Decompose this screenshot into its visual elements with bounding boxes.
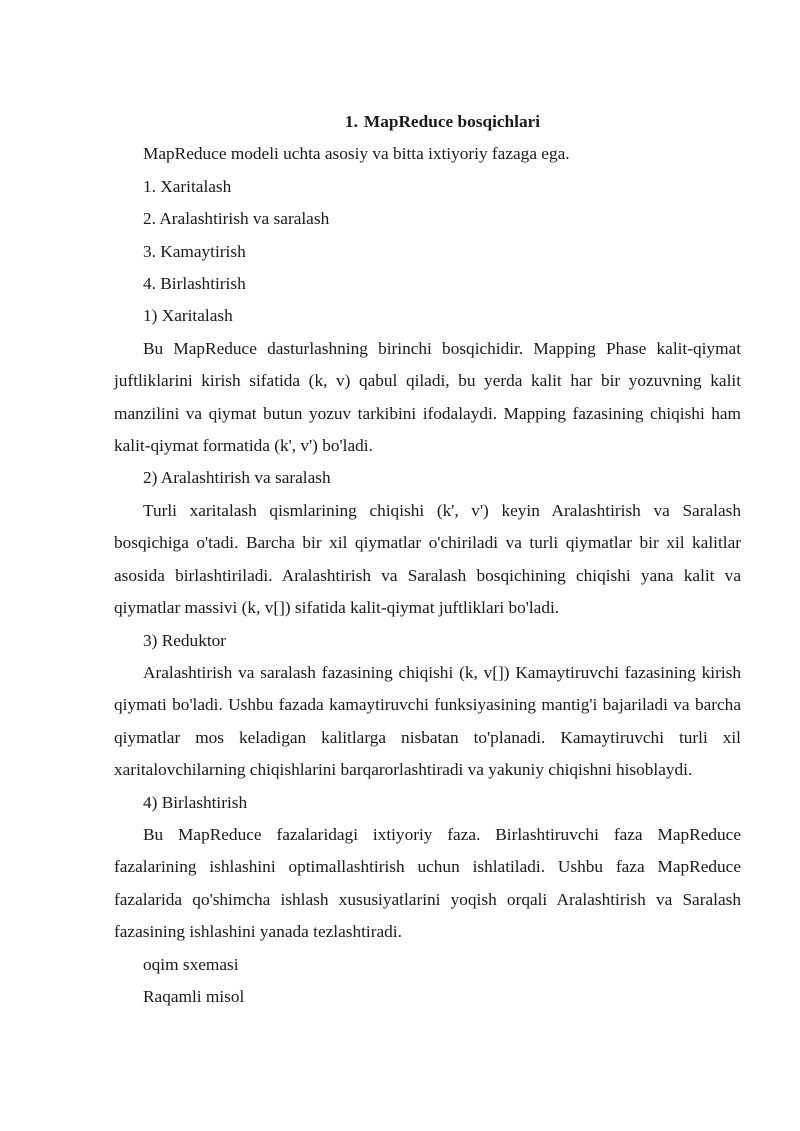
subheading-reduktor: 3) Reduktor: [143, 630, 227, 650]
subheading-xaritalash: 1) Xaritalash: [143, 306, 233, 326]
paragraph-aralashtirish: Turli xaritalash qismlarining chiqishi (k', v') keyin Aralashtirish va Saralash bosqichiga o'tadi. Barcha bir xil qiymatlar o'chiriladi va turli qiymatlar bir xil kalitlar asosida birlashtiriladi. Aralashtirish va Saralash bosqichining chiqishi yana kalit va qiymatlar massivi (k, v[]) sifatida kalit-qiymat juftliklari bo'ladi.: [114, 500, 741, 618]
flow-diagram-label: oqim sxemasi: [143, 954, 239, 974]
list-item-2: 2. Aralashtirish va saralash: [143, 209, 330, 229]
section-title: MapReduce bosqichlari: [363, 112, 541, 131]
list-item-4: 4. Birlashtirish: [143, 274, 246, 294]
numeric-example-label: Raqamli misol: [143, 986, 245, 1006]
paragraph-reduktor: Aralashtirish va saralash fazasining chiqishi (k, v[]) Kamaytiruvchi fazasining kirish qiymati bo'ladi. Ushbu fazada kamaytiruvchi funksiyasining mantig'i bajariladi va barcha qiymatlar mos keladigan kalitlarga nisbatan to'planadi. Kamaytiruvchi turli xil xaritalovchilarning chiqishlarini barqarorlashtiradi va yakuniy chiqishni hisoblaydi.: [114, 662, 741, 780]
section-number: 1.: [344, 112, 358, 131]
list-item-1: 1. Xaritalash: [143, 176, 232, 196]
list-item-3: 3. Kamaytirish: [143, 241, 246, 261]
document-body: [114, 106, 741, 1013]
subheading-aralashtirish: 2) Aralashtirish va saralash: [143, 468, 331, 488]
paragraph-birlashtirish: Bu MapReduce fazalaridagi ixtiyoriy faza. Birlashtiruvchi faza MapReduce fazalarining ishlashini optimallashtirish uchun ishlatiladi. Ushbu faza MapReduce fazalarida qo'shimcha ishlash xususiyatlarini yoqish orqali Aralashtirish va Saralash fazasining ishlashini yanada tezlashtiradi.: [114, 824, 741, 942]
subheading-birlashtirish: 4) Birlashtirish: [143, 792, 248, 812]
intro-paragraph: MapReduce modeli uchta asosiy va bitta ixtiyoriy fazaga ega.: [143, 144, 570, 164]
section-heading: [114, 106, 741, 138]
paragraph-xaritalash: Bu MapReduce dasturlashning birinchi bosqichidir. Mapping Phase kalit-qiymat juftliklarini kirish sifatida (k, v) qabul qiladi, bu yerda kalit har bir yozuvning kalit manzilini va qiymat butun yozuv tarkibini ifodalaydi. Mapping fazasining chiqishi ham kalit-qiymat formatida (k', v') bo'ladi.: [114, 338, 741, 456]
